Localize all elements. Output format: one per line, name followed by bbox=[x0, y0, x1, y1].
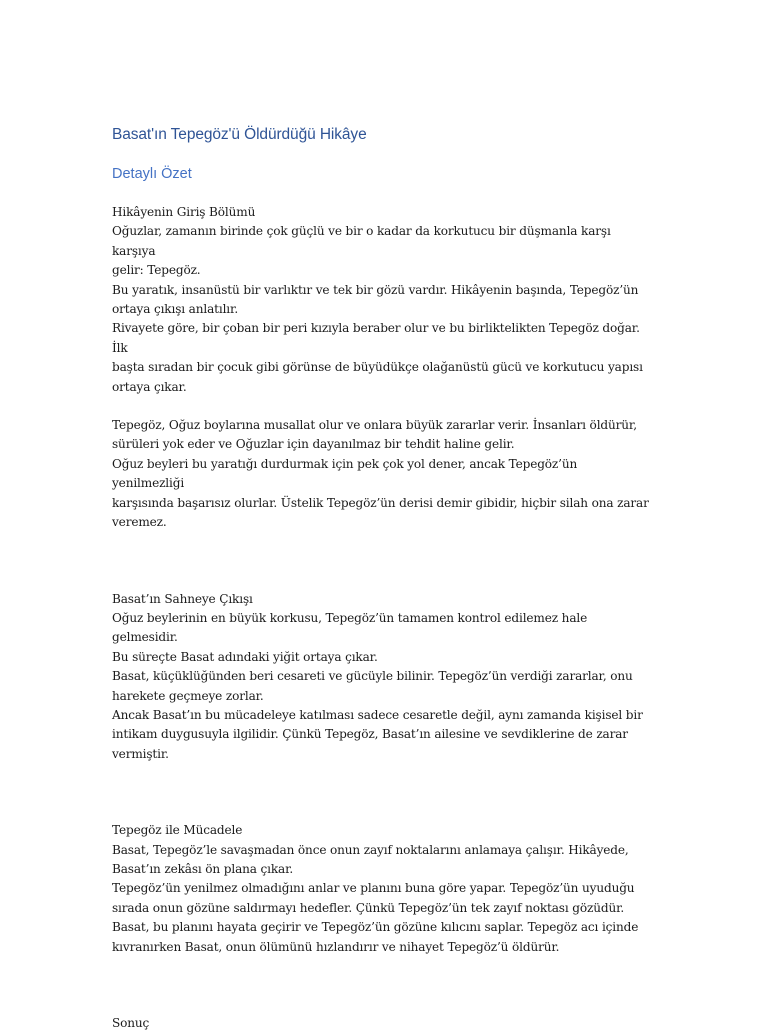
text-line: Tepegöz, Oğuz boylarına musallat olur ve onlara büyük zararlar verir. İnsanları öldürür, bbox=[112, 418, 637, 433]
text-line: Oğuz beyleri bu yaratığı durdurmak için pek çok yol dener, ancak Tepegöz’ün yenilmezliği bbox=[112, 456, 578, 491]
section-intro bbox=[112, 203, 652, 397]
paragraph-spacer bbox=[112, 397, 652, 416]
section-battle bbox=[112, 821, 652, 957]
text-line: veremez. bbox=[112, 515, 167, 530]
text-line: Basat, Tepegöz’le savaşmadan önce onun zayıf noktalarını anlamaya çalışır. Hikâyede, bbox=[112, 842, 629, 857]
section-heading: Tepegöz ile Mücadele bbox=[112, 823, 243, 838]
document-title: Basat'ın Tepegöz'ü Öldürdüğü Hikâye bbox=[112, 126, 367, 143]
text-line: Bu yaratık, insanüstü bir varlıktır ve tek bir gözü vardır. Hikâyenin başında, Tepegöz’ün bbox=[112, 282, 639, 297]
text-line: ortaya çıkışı anlatılır. bbox=[112, 302, 239, 317]
section-heading: Basat’ın Sahneye Çıkışı bbox=[112, 591, 253, 606]
section-heading: Sonuç bbox=[112, 1016, 150, 1030]
text-line: Basat, küçüklüğünden beri cesareti ve gücüyle bilinir. Tepegöz’ün verdiği zararlar, onu bbox=[112, 669, 633, 684]
document-subtitle: Detaylı Özet bbox=[112, 166, 192, 182]
text-line: Bu süreçte Basat adındaki yiğit ortaya çıkar. bbox=[112, 649, 378, 664]
paragraph-spacer bbox=[112, 764, 652, 821]
section-threat bbox=[112, 416, 652, 532]
text-line: Rivayete göre, bir çoban bir peri kızıyla beraber olur ve bu birliktelikten Tepegöz doğar. İlk bbox=[112, 321, 640, 355]
text-line: kıvranırken Basat, onun ölümünü hızlandırır ve nihayet Tepegöz’ü öldürür. bbox=[112, 939, 560, 954]
text-line: intikam duygusuyla ilgilidir. Çünkü Tepegöz, Basat’ın ailesine ve sevdiklerine de zarar bbox=[112, 727, 628, 742]
text-line: Basat’ın zekâsı ön plana çıkar. bbox=[112, 861, 294, 876]
text-line: vermiştir. bbox=[112, 746, 169, 761]
text-line: karşısında başarısız olurlar. Üstelik Tepegöz’ün derisi demir gibidir, hiçbir silah ona zarar bbox=[112, 495, 649, 510]
text-line: Tepegöz’ün yenilmez olmadığını anlar ve planını buna göre yapar. Tepegöz’ün uyuduğu bbox=[112, 881, 635, 896]
section-heading: Hikâyenin Giriş Bölümü bbox=[112, 205, 256, 219]
text-line: Oğuzlar, zamanın birinde çok güçlü ve bir o kadar da korkutucu bir düşmanla karşı karşıya bbox=[112, 224, 611, 258]
text-line: sırada onun gözüne saldırmayı hedefler. Çünkü Tepegöz’ün tek zayıf noktası gözüdür. bbox=[112, 900, 625, 915]
text-line: ortaya çıkar. bbox=[112, 379, 187, 394]
text-line: gelir: Tepegöz. bbox=[112, 263, 201, 278]
paragraph-spacer bbox=[112, 533, 652, 590]
paragraph-spacer bbox=[112, 957, 652, 1014]
text-line: Basat, bu planını hayata geçirir ve Tepegöz’ün gözüne kılıcını saplar. Tepegöz acı içinde bbox=[112, 920, 639, 935]
text-line: Oğuz beylerinin en büyük korkusu, Tepegöz’ün tamamen kontrol edilemez hale gelmesidir. bbox=[112, 610, 588, 645]
text-line: harekete geçmeye zorlar. bbox=[112, 688, 264, 703]
section-basat bbox=[112, 590, 652, 765]
text-line: sürüleri yok eder ve Oğuzlar için dayanılmaz bir tehdit haline gelir. bbox=[112, 437, 515, 452]
text-line: Ancak Basat’ın bu mücadeleye katılması sadece cesaretle değil, aynı zamanda kişisel bir bbox=[112, 707, 643, 722]
text-line: başta sıradan bir çocuk gibi görünse de büyüdükçe olağanüstü gücü ve korkutucu yapısı bbox=[112, 360, 643, 375]
document-body bbox=[112, 124, 652, 1033]
